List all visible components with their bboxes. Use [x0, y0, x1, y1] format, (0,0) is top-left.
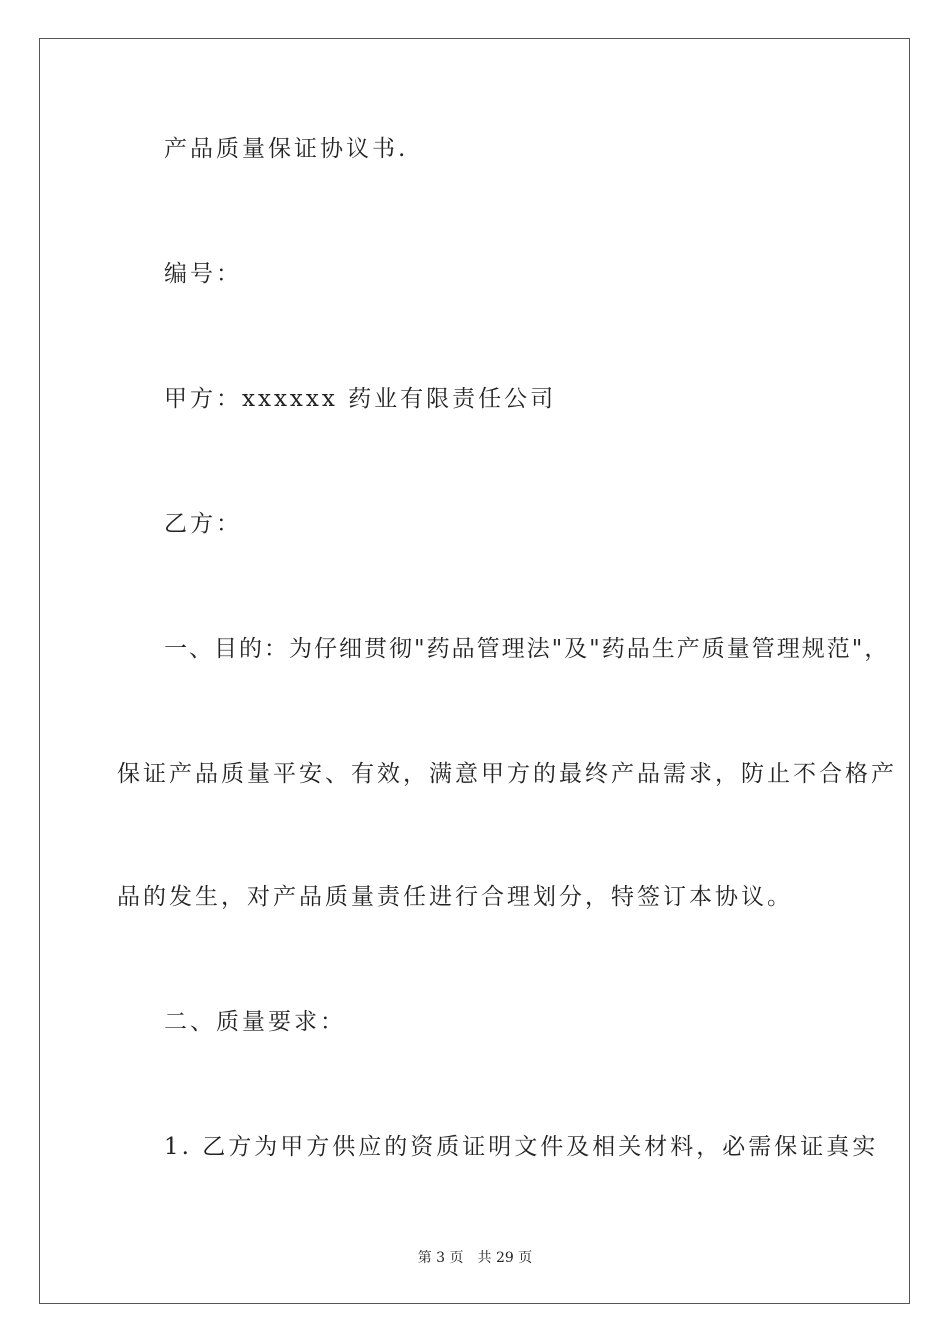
page-footer: [0, 1247, 950, 1267]
serial-number-label: 编号：: [164, 261, 242, 287]
party-b-line: 乙方：: [164, 511, 242, 537]
purpose-line-1: 一、目的：为仔细贯彻"药品管理法"及"药品生产质量管理规范"，: [164, 636, 890, 662]
purpose-line-3: 品的发生，对产品质量责任进行合理划分，特签订本协议。: [117, 884, 793, 910]
page-number: 第 3 页: [417, 1250, 464, 1266]
party-a-line: 甲方：xxxxxx 药业有限责任公司: [164, 386, 557, 412]
document-title: 产品质量保证协议书.: [164, 136, 409, 162]
page-border: [39, 38, 910, 1304]
quality-requirements-heading: 二、质量要求：: [164, 1009, 346, 1035]
purpose-line-2: 保证产品质量平安、有效，满意甲方的最终产品需求，防止不合格产: [117, 761, 897, 787]
requirement-item-1: 1. 乙方为甲方供应的资质证明文件及相关材料，必需保证真实: [164, 1134, 879, 1160]
page-total: 共 29 页: [477, 1250, 533, 1266]
